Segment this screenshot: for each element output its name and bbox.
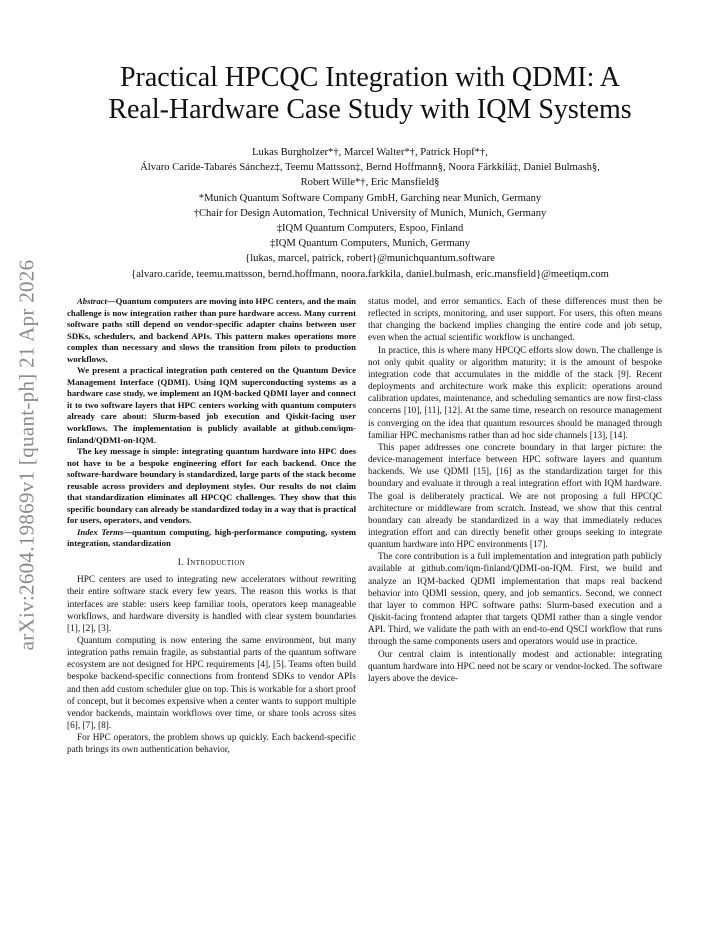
body-paragraph: For HPC operators, the problem shows up quickly. Each backend-specific path brings its own authentication behavior, bbox=[67, 733, 356, 756]
index-terms bbox=[67, 527, 356, 550]
index-terms-text: —quantum computing, high-performance computing, system integration, standardization bbox=[67, 526, 356, 549]
affiliation-4: ‡IQM Quantum Computers, Munich, Germany bbox=[269, 238, 471, 250]
affiliation-3: ‡IQM Quantum Computers, Espoo, Finland bbox=[276, 223, 464, 235]
email-line-1: {lukas, marcel, patrick, robert}@munichquantum.software bbox=[245, 253, 495, 265]
body-paragraph: The core contribution is a full implementation and integration path publicly available at github.com/iqm-finland/QDMI-on-IQM. First, we build and analyze an IQM-backed QDMI implementation that maps real backend behavior into QDMI session, query, and job semantics. Second, we connect that layer to common HPC software paths: Slurm-based execution and a Qiskit-facing frontend adapter that targets QDMI rather than a single vendor API. Third, we validate the path with an end-to-end QSCI workflow that runs through the same components users and operators would use in practice. bbox=[368, 552, 662, 648]
authors-line-1: Lukas Burgholzer*†, Marcel Walter*†, Patrick Hopf*†, bbox=[252, 147, 488, 158]
left-column bbox=[67, 296, 356, 757]
body-paragraph: In practice, this is where many HPCQC efforts slow down. The challenge is not only qubit quality or algorithm maturity; it is the amount of bespoke integration code that accumulates in the middle of the stack [9]. Recent deployments and architecture work make this explicit: operations around calibration updates, maintenance, and scheduling semantics are now first-class concerns [10], [11], [12]. At the same time, research on resource management is converging on the idea that quantum resources should be managed through familiar HPC mechanisms rather than ad hoc side channels [13], [14]. bbox=[368, 345, 662, 441]
abstract-paragraph-3: The key message is simple: integrating quantum hardware into HPC does not have to be a bespoke engineering effort for each backend. Once the software-hardware boundary is standardized, large parts of the stack become reusable across providers and deployment styles. Our results do not claim that standardization eliminates all HPCQC challenges. They show that this specific boundary can already be standardized today in a way that is practical for users, operators, and vendors. bbox=[67, 446, 356, 526]
abstract-paragraph-2: We present a practical integration path centered on the Quantum Device Management Interface (QDMI). Using IQM superconducting systems as a hardware case study, we implement an IQM-backed QDMI layer and connect it to two software layers that HPC centers working with quantum computers already care about: Slurm-based job execution and Qiskit-facing user workflows. The implementation is publicly available at github.com/iqm-finland/QDMI-on-IQM. bbox=[67, 365, 356, 445]
paper-title bbox=[60, 62, 680, 126]
authors-line-2: Álvaro Caride-Tabarés Sánchez‡, Teemu Mattsson‡, Bernd Hoffmann§, Noora Färkkilä‡, Daniel Bulmash§, bbox=[140, 162, 600, 174]
author-block bbox=[60, 145, 680, 282]
arxiv-identifier-text: arXiv:2604.19869v1 [quant-ph] 21 Apr 2026 bbox=[14, 259, 39, 651]
body-paragraph: Our central claim is intentionally modest and actionable: integrating quantum hardware into HPC need not be scary or vendor-locked. The software layers above the device- bbox=[368, 649, 662, 684]
body-paragraph: status model, and error semantics. Each of these differences must then be reflected in scripts, monitoring, and user support. For users, this often means that changing the backend implies changing the entire code and job setup, even when the actual scientific workflow is unchanged. bbox=[368, 297, 662, 344]
authors-line-3: Robert Wille*†, Eric Mansfield§ bbox=[300, 177, 440, 189]
section-heading-introduction: I. Introduction bbox=[177, 558, 246, 569]
body-paragraph: Quantum computing is now entering the same environment, but many integration paths remain fragile, as substantial parts of the quantum software ecosystem are not designed for HPC requirements [4], [5]. Teams often build bespoke backend-specific connections from frontend SDKs to vendor APIs and then add custom scheduler glue on top. This is workable for a short proof of concept, but it becomes expensive when a center wants to support multiple vendor backends, maintain workflows over time, or share tools across sites [6], [7], [8]. bbox=[67, 635, 356, 732]
right-column bbox=[368, 296, 662, 685]
abstract-paragraph-1 bbox=[67, 296, 356, 365]
abstract-label: Abstract— bbox=[77, 296, 116, 306]
body-paragraph: HPC centers are used to integrating new accelerators without rewriting their entire software stack every few years. The reason this works is that interfaces are stable: users keep familiar tools, operators keep manageable workflows, and hardware diversity is handled with clear system boundaries [1], [2], [3]. bbox=[67, 575, 356, 634]
affiliation-2: †Chair for Design Automation, Technical University of Munich, Munich, Germany bbox=[193, 207, 547, 219]
index-terms-label: Index Terms bbox=[77, 526, 124, 537]
title-line-1: Practical HPCQC Integration with QDMI: A bbox=[119, 62, 621, 93]
affiliation-1: *Munich Quantum Software Company GmbH, Garching near Munich, Germany bbox=[198, 192, 542, 204]
arxiv-identifier bbox=[8, 245, 46, 665]
abstract-text-1: Quantum computers are moving into HPC centers, and the main challenge is now integration rather than pure hardware access. Many current software paths still depend on vendor-specific adapter chains between user SDKs, schedulers, and backend APIs. This pattern makes operations more complex than necessary and slows the transition from pilots to production workflows. bbox=[67, 296, 356, 364]
email-line-2: {alvaro.caride, teemu.mattsson, bernd.hoffmann, noora.farkkila, daniel.bulmash, eric.mansfield}@meetiqm.com bbox=[131, 268, 609, 280]
body-paragraph: This paper addresses one concrete boundary in that larger picture: the device-management interface between HPC software layers and quantum backends. We use QDMI [15], [16] as the standardization target for this boundary and evaluate it through a real integration effort with IQM hardware. The goal is deliberately practical. We are not proposing a full HPCQC architecture or middleware from scratch. Instead, we show that this central boundary can already be standardized in a way that immediately reduces integration effort and can directly benefit other groups seeking to integrate quantum hardware into HPC environments [17]. bbox=[368, 442, 662, 551]
title-line-2: Real-Hardware Case Study with IQM Systems bbox=[108, 94, 632, 125]
